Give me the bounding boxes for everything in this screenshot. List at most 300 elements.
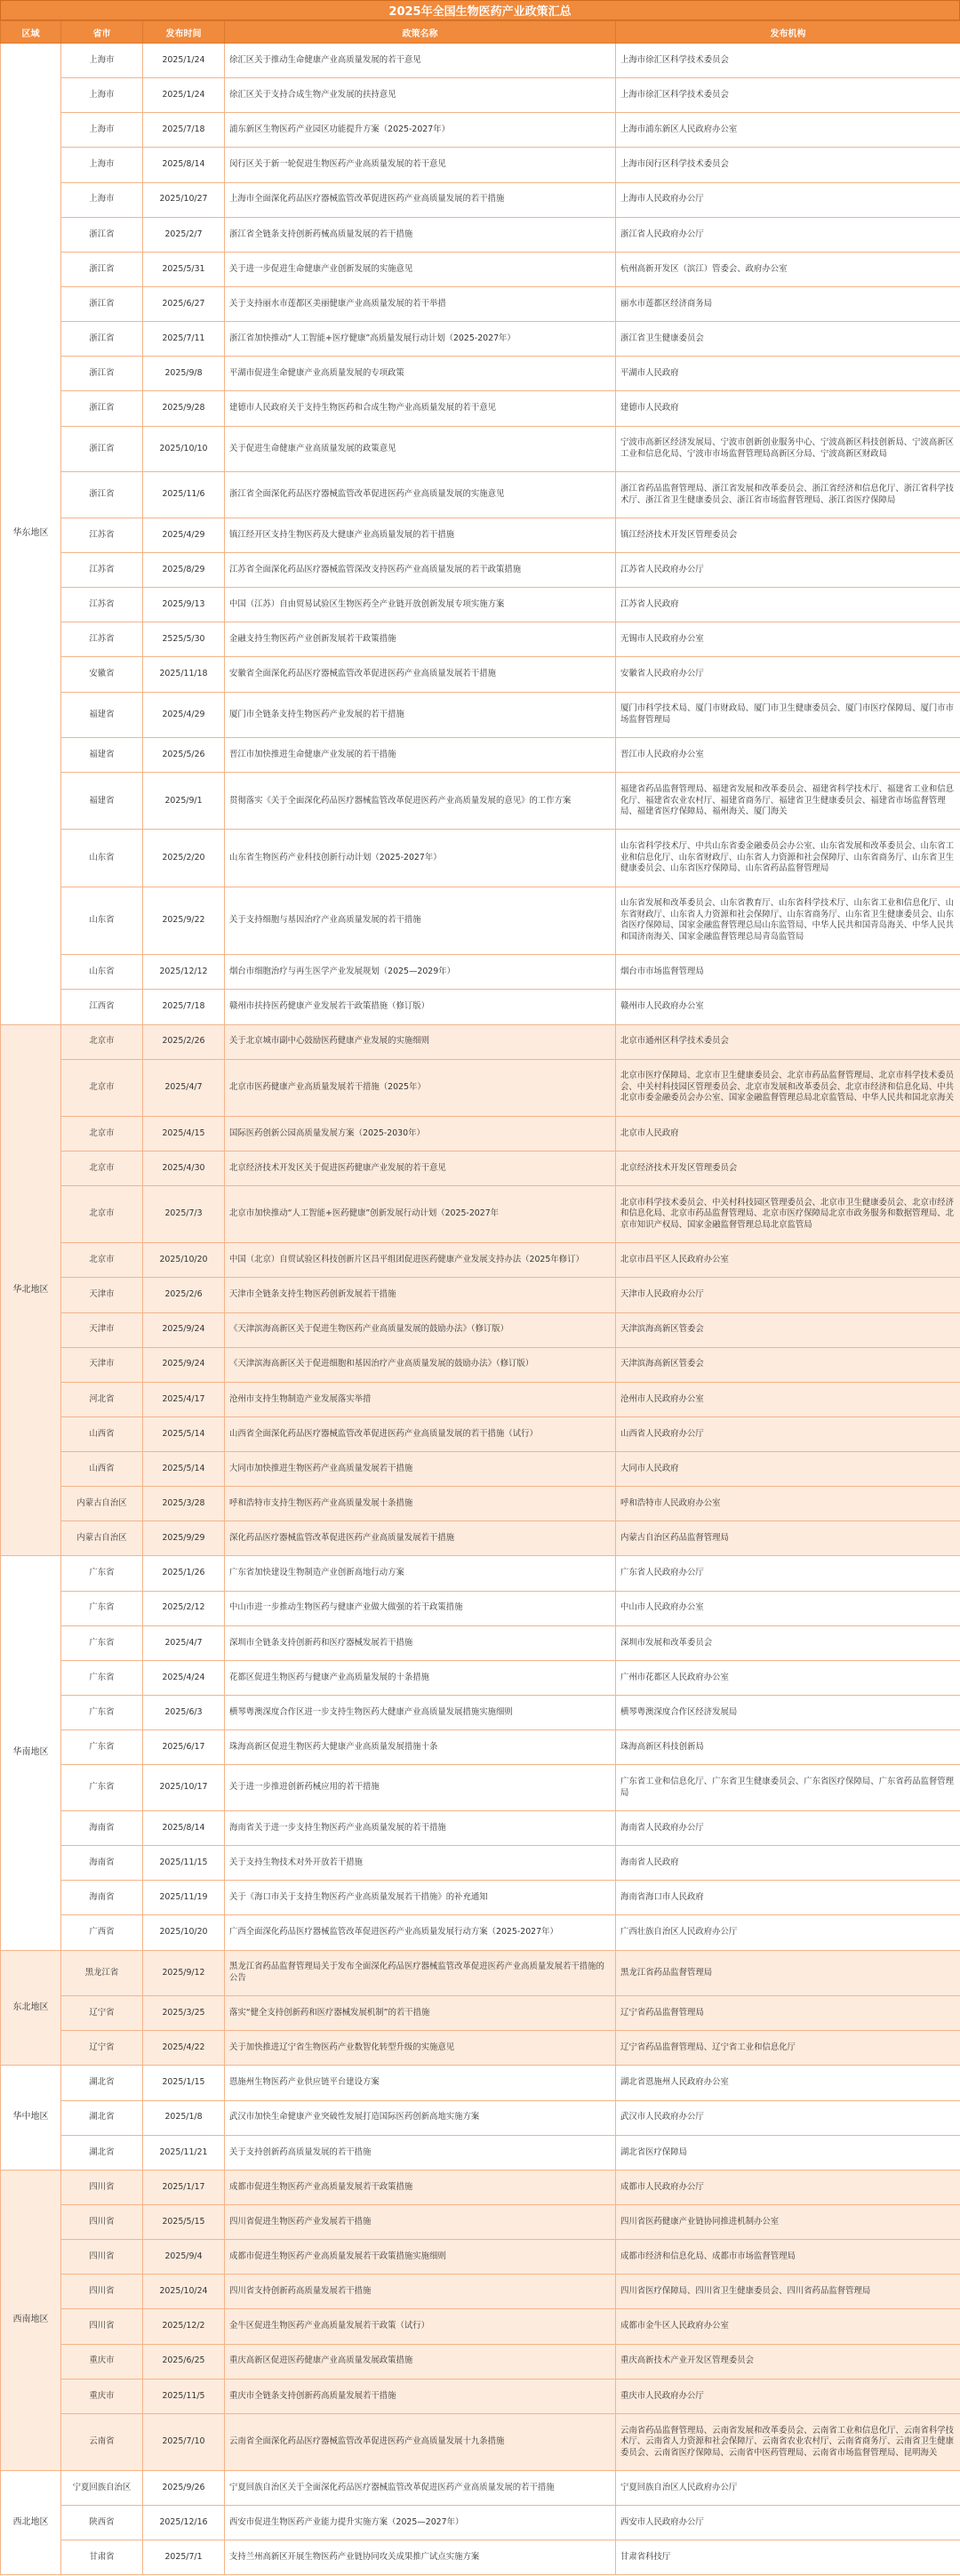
- policy-name-cell: 北京市加快推动“人工智能+医药健康”创新发展行动计划（2025-2027年: [225, 1186, 616, 1243]
- policy-name-cell: 成都市促进生物医药产业高质量发展若干政策措施: [225, 2170, 616, 2204]
- table-row: [1, 738, 960, 773]
- province-cell: 天津市: [61, 1347, 143, 1382]
- date-cell: 2025/6/17: [143, 1730, 225, 1765]
- province-cell: 广东省: [61, 1591, 143, 1625]
- table-row: [1, 773, 960, 830]
- province-cell: 浙江省: [61, 472, 143, 518]
- policy-name-cell: 关于加快推进辽宁省生物医药产业数智化转型升级的实施意见: [225, 2031, 616, 2066]
- agency-cell: 黑龙江省药品监督管理局: [616, 1950, 960, 1996]
- table-row: [1, 1765, 960, 1811]
- province-cell: 内蒙古自治区: [61, 1521, 143, 1556]
- policy-name-cell: 山东省生物医药产业科技创新行动计划（2025-2027年）: [225, 830, 616, 887]
- header-policy-name: 政策名称: [225, 21, 616, 44]
- table-row: [1, 1950, 960, 1996]
- date-cell: 2025/10/24: [143, 2275, 225, 2309]
- province-cell: 浙江省: [61, 357, 143, 391]
- date-cell: 2025/2/26: [143, 1024, 225, 1059]
- date-cell: 2025/1/8: [143, 2100, 225, 2135]
- province-cell: 重庆市: [61, 2344, 143, 2379]
- province-cell: 北京市: [61, 1151, 143, 1185]
- date-cell: 2025/3/25: [143, 1996, 225, 2031]
- table-row: [1, 955, 960, 990]
- agency-cell: 丽水市莲都区经济商务局: [616, 286, 960, 321]
- header-province: 省市: [61, 21, 143, 44]
- province-cell: 广东省: [61, 1625, 143, 1660]
- province-cell: 广东省: [61, 1730, 143, 1765]
- date-cell: 2025/1/24: [143, 44, 225, 78]
- policy-name-cell: 金牛区促进生物医药产业高质量发展若干政策（试行）: [225, 2309, 616, 2344]
- date-cell: 2025/6/25: [143, 2344, 225, 2379]
- agency-cell: 中山市人民政府办公室: [616, 1591, 960, 1625]
- policy-name-cell: 深圳市全链条支持创新药和医疗器械发展若干措施: [225, 1625, 616, 1660]
- province-cell: 湖北省: [61, 2100, 143, 2135]
- agency-cell: 上海市浦东新区人民政府办公室: [616, 113, 960, 148]
- agency-cell: 西安市人民政府办公厅: [616, 2506, 960, 2540]
- table-row: [1, 426, 960, 472]
- agency-cell: 广东省人民政府办公厅: [616, 1556, 960, 1591]
- policy-name-cell: 关于进一步推进创新药械应用的若干措施: [225, 1765, 616, 1811]
- date-cell: 2025/7/3: [143, 1186, 225, 1243]
- policy-name-cell: 徐汇区关于支持合成生物产业发展的扶持意见: [225, 78, 616, 113]
- agency-cell: 北京市通州区科学技术委员会: [616, 1024, 960, 1059]
- table-row: [1, 182, 960, 217]
- policy-name-cell: 关于《海口市关于支持生物医药产业高质量发展若干措施》的补充通知: [225, 1881, 616, 1915]
- province-cell: 上海市: [61, 78, 143, 113]
- date-cell: 2025/4/24: [143, 1660, 225, 1695]
- date-cell: 2025/1/26: [143, 1556, 225, 1591]
- agency-cell: 厦门市科学技术局、厦门市财政局、厦门市卫生健康委员会、厦门市医疗保障局、厦门市市场监督管理局: [616, 692, 960, 738]
- policy-name-cell: 成都市促进生物医药产业高质量发展若干政策措施实施细则: [225, 2240, 616, 2275]
- region-cell: 西北地区: [1, 2471, 61, 2575]
- policy-name-cell: 晋江市加快推进生命健康产业发展的若干措施: [225, 738, 616, 773]
- policy-name-cell: 呼和浩特市支持生物医药产业高质量发展十条措施: [225, 1487, 616, 1521]
- date-cell: 2025/6/27: [143, 286, 225, 321]
- header-region: 区域: [1, 21, 61, 44]
- policy-name-cell: 金融支持生物医药产业创新发展若干政策措施: [225, 622, 616, 657]
- policy-name-cell: 四川省支持创新药高质量发展若干措施: [225, 2275, 616, 2309]
- date-cell: 2025/10/20: [143, 1243, 225, 1278]
- date-cell: 2025/10/10: [143, 426, 225, 472]
- policy-name-cell: 恩施州生物医药产业供应链平台建设方案: [225, 2066, 616, 2100]
- agency-cell: 山东省科学技术厅、中共山东省委金融委员会办公室、山东省发展和改革委员会、山东省工业和信息化厅、山东省财政厅、山东省人力资源和社会保障厅、山东省商务厅、山东省卫生健康委员会、山东省医疗保障局、山东省药品监督管理局: [616, 830, 960, 887]
- table-row: [1, 2540, 960, 2575]
- agency-cell: 平湖市人民政府: [616, 357, 960, 391]
- table-row: [1, 2471, 960, 2506]
- policy-name-cell: 中国（北京）自贸试验区科技创新片区昌平组团促进医药健康产业发展支持办法（2025年修订）: [225, 1243, 616, 1278]
- agency-cell: 辽宁省药品监督管理局: [616, 1996, 960, 2031]
- policy-name-cell: 西安市促进生物医药产业能力提升实施方案（2025—2027年）: [225, 2506, 616, 2540]
- policy-name-cell: 厦门市全链条支持生物医药产业发展的若干措施: [225, 692, 616, 738]
- agency-cell: 上海市人民政府办公厅: [616, 182, 960, 217]
- province-cell: 江苏省: [61, 622, 143, 657]
- province-cell: 山东省: [61, 887, 143, 955]
- policy-name-cell: 珠海高新区促进生物医药大健康产业高质量发展措施十条: [225, 1730, 616, 1765]
- date-cell: 2025/11/18: [143, 657, 225, 692]
- date-cell: 2025/4/29: [143, 518, 225, 552]
- province-cell: 山东省: [61, 830, 143, 887]
- policy-name-cell: 关于支持创新药高质量发展的若干措施: [225, 2135, 616, 2170]
- policy-name-cell: 大同市加快推进生物医药产业高质量发展若干措施: [225, 1452, 616, 1487]
- date-cell: 2025/4/15: [143, 1116, 225, 1151]
- table-row: [1, 1151, 960, 1185]
- policy-name-cell: 山西省全面深化药品医疗器械监管改革促进医药产业高质量发展的若干措施（试行）: [225, 1416, 616, 1451]
- province-cell: 江苏省: [61, 552, 143, 587]
- region-cell: 华中地区: [1, 2066, 61, 2170]
- agency-cell: 浙江省卫生健康委员会: [616, 322, 960, 357]
- policy-name-cell: 江苏省全面深化药品医疗器械监管深改支持医药产业高质量发展的若干政策措施: [225, 552, 616, 587]
- table-row: [1, 2275, 960, 2309]
- date-cell: 2025/5/15: [143, 2205, 225, 2240]
- region-cell: 华南地区: [1, 1556, 61, 1950]
- agency-cell: 甘肃省科技厅: [616, 2540, 960, 2575]
- agency-cell: 江苏省人民政府办公厅: [616, 552, 960, 587]
- table-row: [1, 1243, 960, 1278]
- policy-name-cell: 贯彻落实《关于全面深化药品医疗器械监管改革促进医药产业高质量发展的意见》的工作方案: [225, 773, 616, 830]
- agency-cell: 四川省医药健康产业链协同推进机制办公室: [616, 2205, 960, 2240]
- date-cell: 2025/1/17: [143, 2170, 225, 2204]
- province-cell: 广东省: [61, 1696, 143, 1730]
- date-cell: 2025/9/8: [143, 357, 225, 391]
- date-cell: 2025/7/1: [143, 2540, 225, 2575]
- agency-cell: 江苏省人民政府: [616, 588, 960, 622]
- date-cell: 2025/9/12: [143, 1950, 225, 1996]
- policy-name-cell: 花都区促进生物医药与健康产业高质量发展的十条措施: [225, 1660, 616, 1695]
- province-cell: 海南省: [61, 1810, 143, 1845]
- table-row: [1, 286, 960, 321]
- date-cell: 2025/10/17: [143, 1765, 225, 1811]
- agency-cell: 呼和浩特市人民政府办公室: [616, 1487, 960, 1521]
- region-cell: 东北地区: [1, 1950, 61, 2066]
- policy-name-cell: 关于支持细胞与基因治疗产业高质量发展的若干措施: [225, 887, 616, 955]
- province-cell: 湖北省: [61, 2135, 143, 2170]
- agency-cell: 宁夏回族自治区人民政府办公厅: [616, 2471, 960, 2506]
- table-row: [1, 588, 960, 622]
- table-row: [1, 1556, 960, 1591]
- date-cell: 2025/9/4: [143, 2240, 225, 2275]
- policy-name-cell: 烟台市细胞治疗与再生医学产业发展规划（2025—2029年）: [225, 955, 616, 990]
- date-cell: 2025/9/26: [143, 2471, 225, 2506]
- table-row: [1, 1487, 960, 1521]
- province-cell: 云南省: [61, 2413, 143, 2470]
- policy-name-cell: 沧州市支持生物制造产业发展落实举措: [225, 1382, 616, 1416]
- province-cell: 上海市: [61, 113, 143, 148]
- province-cell: 四川省: [61, 2240, 143, 2275]
- table-row: [1, 217, 960, 252]
- table-row: [1, 2066, 960, 2100]
- province-cell: 浙江省: [61, 322, 143, 357]
- table-row: [1, 148, 960, 182]
- table-row: [1, 1915, 960, 1950]
- policy-name-cell: 广东省加快建设生物制造产业创新高地行动方案: [225, 1556, 616, 1591]
- policy-name-cell: 浦东新区生物医药产业园区功能提升方案（2025-2027年）: [225, 113, 616, 148]
- policy-name-cell: 《天津滨海高新区关于促进细胞和基因治疗产业高质量发展的鼓励办法》（修订版）: [225, 1347, 616, 1382]
- province-cell: 福建省: [61, 773, 143, 830]
- province-cell: 四川省: [61, 2275, 143, 2309]
- policy-table: [0, 20, 960, 2575]
- date-cell: 2025/1/24: [143, 78, 225, 113]
- province-cell: 上海市: [61, 148, 143, 182]
- table-row: [1, 692, 960, 738]
- table-row: [1, 1452, 960, 1487]
- table-row: [1, 1521, 960, 1556]
- agency-cell: 上海市闵行区科学技术委员会: [616, 148, 960, 182]
- table-row: [1, 2240, 960, 2275]
- table-body: [1, 44, 960, 2575]
- province-cell: 安徽省: [61, 657, 143, 692]
- agency-cell: 海南省海口市人民政府: [616, 1881, 960, 1915]
- date-cell: 2025/11/5: [143, 2379, 225, 2413]
- agency-cell: 重庆市人民政府办公厅: [616, 2379, 960, 2413]
- table-row: [1, 1660, 960, 1695]
- agency-cell: 山东省发展和改革委员会、山东省教育厅、山东省科学技术厅、山东省工业和信息化厅、山东省财政厅、山东省人力资源和社会保障厅、山东省商务厅、山东省卫生健康委员会、山东省医疗保障局、国家金融监督管理总局山东监管局、中华人民共和国青岛海关、中华人民共和国济南海关、国家金融监督管理总局青岛监管局: [616, 887, 960, 955]
- agency-cell: 重庆高新技术产业开发区管理委员会: [616, 2344, 960, 2379]
- policy-name-cell: 横琴粤澳深度合作区进一步支持生物医药大健康产业高质量发展措施实施细则: [225, 1696, 616, 1730]
- table-row: [1, 1881, 960, 1915]
- policy-name-cell: 中山市进一步推动生物医药与健康产业做大做强的若干政策措施: [225, 1591, 616, 1625]
- table-row: [1, 1810, 960, 1845]
- agency-cell: 武汉市人民政府办公厅: [616, 2100, 960, 2135]
- province-cell: 江苏省: [61, 588, 143, 622]
- date-cell: 2025/2/12: [143, 1591, 225, 1625]
- header-row: [1, 21, 960, 44]
- agency-cell: 福建省药品监督管理局、福建省发展和改革委员会、福建省科学技术厅、福建省工业和信息化厅、福建省农业农村厅、福建省商务厅、福建省卫生健康委员会、福建省市场监督管理局、福建省医疗保障局、福州海关、厦门海关: [616, 773, 960, 830]
- date-cell: 2025/3/28: [143, 1487, 225, 1521]
- date-cell: 2025/5/14: [143, 1416, 225, 1451]
- date-cell: 2025/9/22: [143, 887, 225, 955]
- table-row: [1, 1625, 960, 1660]
- agency-cell: 烟台市市场监督管理局: [616, 955, 960, 990]
- date-cell: 2025/11/19: [143, 1881, 225, 1915]
- agency-cell: 云南省药品监督管理局、云南省发展和改革委员会、云南省工业和信息化厅、云南省科学技术厅、云南省人力资源和社会保障厅、云南省农业农村厅、云南省商务厅、云南省卫生健康委员会、云南省医疗保障局、云南省中医药管理局、云南省市场监督管理局、昆明海关: [616, 2413, 960, 2470]
- agency-cell: 上海市徐汇区科学技术委员会: [616, 44, 960, 78]
- date-cell: 2025/7/11: [143, 322, 225, 357]
- date-cell: 2025/5/26: [143, 738, 225, 773]
- agency-cell: 广东省工业和信息化厅、广东省卫生健康委员会、广东省医疗保障局、广东省药品监督管理局: [616, 1765, 960, 1811]
- table-row: [1, 1278, 960, 1312]
- policy-name-cell: 关于支持丽水市莲都区美丽健康产业高质量发展的若干举措: [225, 286, 616, 321]
- date-cell: 2025/8/14: [143, 1810, 225, 1845]
- region-cell: 华北地区: [1, 1024, 61, 1556]
- table-row: [1, 44, 960, 78]
- province-cell: 山西省: [61, 1416, 143, 1451]
- policy-name-cell: 宁夏回族自治区关于全面深化药品医疗器械监管改革促进医药产业高质量发展的若干措施: [225, 2471, 616, 2506]
- province-cell: 福建省: [61, 692, 143, 738]
- agency-cell: 海南省人民政府办公厅: [616, 1810, 960, 1845]
- province-cell: 天津市: [61, 1312, 143, 1347]
- agency-cell: 晋江市人民政府办公室: [616, 738, 960, 773]
- date-cell: 2025/11/6: [143, 472, 225, 518]
- date-cell: 2025/11/21: [143, 2135, 225, 2170]
- province-cell: 广东省: [61, 1660, 143, 1695]
- province-cell: 山西省: [61, 1452, 143, 1487]
- date-cell: 2025/12/2: [143, 2309, 225, 2344]
- agency-cell: 广州市花都区人民政府办公室: [616, 1660, 960, 1695]
- date-cell: 2025/4/29: [143, 692, 225, 738]
- table-row: [1, 2309, 960, 2344]
- agency-cell: 内蒙古自治区药品监督管理局: [616, 1521, 960, 1556]
- agency-cell: 广西壮族自治区人民政府办公厅: [616, 1915, 960, 1950]
- province-cell: 北京市: [61, 1024, 143, 1059]
- province-cell: 内蒙古自治区: [61, 1487, 143, 1521]
- province-cell: 陕西省: [61, 2506, 143, 2540]
- table-row: [1, 1730, 960, 1765]
- table-row: [1, 1116, 960, 1151]
- policy-name-cell: 关于北京城市副中心鼓励医药健康产业发展的实施细则: [225, 1024, 616, 1059]
- policy-name-cell: 关于进一步促进生命健康产业创新发展的实施意见: [225, 252, 616, 286]
- date-cell: 2025/8/29: [143, 552, 225, 587]
- date-cell: 2025/4/7: [143, 1059, 225, 1116]
- table-row: [1, 2413, 960, 2470]
- table-row: [1, 1846, 960, 1881]
- table-row: [1, 1312, 960, 1347]
- policy-name-cell: 平湖市促进生命健康产业高质量发展的专项政策: [225, 357, 616, 391]
- date-cell: 2025/5/14: [143, 1452, 225, 1487]
- agency-cell: 镇江经济技术开发区管理委员会: [616, 518, 960, 552]
- date-cell: 2025/9/13: [143, 588, 225, 622]
- policy-name-cell: 天津市全链条支持生物医药创新发展若干措施: [225, 1278, 616, 1312]
- table-row: [1, 2170, 960, 2204]
- table-row: [1, 1591, 960, 1625]
- policy-name-cell: 关于促进生命健康产业高质量发展的政策意见: [225, 426, 616, 472]
- agency-cell: 天津滨海高新区管委会: [616, 1347, 960, 1382]
- agency-cell: 成都市经济和信息化局、成都市市场监督管理局: [616, 2240, 960, 2275]
- sheet-title: 2025年全国生物医药产业政策汇总: [0, 0, 960, 20]
- date-cell: 2025/12/12: [143, 955, 225, 990]
- date-cell: 2025/4/7: [143, 1625, 225, 1660]
- province-cell: 江西省: [61, 990, 143, 1024]
- agency-cell: 山西省人民政府办公厅: [616, 1416, 960, 1451]
- policy-name-cell: 闵行区关于新一轮促进生物医药产业高质量发展的若干意见: [225, 148, 616, 182]
- table-row: [1, 622, 960, 657]
- agency-cell: 北京市昌平区人民政府办公室: [616, 1243, 960, 1278]
- policy-name-cell: 关于支持生物技术对外开放若干措施: [225, 1846, 616, 1881]
- province-cell: 浙江省: [61, 426, 143, 472]
- province-cell: 宁夏回族自治区: [61, 2471, 143, 2506]
- policy-name-cell: 重庆高新区促进医药健康产业高质量发展政策措施: [225, 2344, 616, 2379]
- policy-name-cell: 徐汇区关于推动生命健康产业高质量发展的若干意见: [225, 44, 616, 78]
- agency-cell: 浙江省药品监督管理局、浙江省发展和改革委员会、浙江省经济和信息化厅、浙江省科学技术厅、浙江省卫生健康委员会、浙江省市场监督管理局、浙江省医疗保障局: [616, 472, 960, 518]
- province-cell: 广东省: [61, 1556, 143, 1591]
- header-agency: 发布机构: [616, 21, 960, 44]
- date-cell: 2025/4/22: [143, 2031, 225, 2066]
- policy-name-cell: 上海市全面深化药品医疗器械监管改革促进医药产业高质量发展的若干措施: [225, 182, 616, 217]
- province-cell: 浙江省: [61, 252, 143, 286]
- province-cell: 江苏省: [61, 518, 143, 552]
- policy-name-cell: 建德市人民政府关于支持生物医药和合成生物产业高质量发展的若干意见: [225, 391, 616, 426]
- policy-name-cell: 浙江省全链条支持创新药械高质量发展的若干措施: [225, 217, 616, 252]
- policy-name-cell: 重庆市全链条支持创新药高质量发展若干措施: [225, 2379, 616, 2413]
- province-cell: 上海市: [61, 182, 143, 217]
- province-cell: 河北省: [61, 1382, 143, 1416]
- policy-name-cell: 《天津滨海高新区关于促进生物医药产业高质量发展的鼓励办法》（修订版）: [225, 1312, 616, 1347]
- table-row: [1, 990, 960, 1024]
- agency-cell: 珠海高新区科技创新局: [616, 1730, 960, 1765]
- province-cell: 湖北省: [61, 2066, 143, 2100]
- province-cell: 海南省: [61, 1846, 143, 1881]
- agency-cell: 成都市金牛区人民政府办公室: [616, 2309, 960, 2344]
- table-row: [1, 1996, 960, 2031]
- agency-cell: 宁波市高新区经济发展局、宁波市创新创业服务中心、宁波高新区科技创新局、宁波高新区工业和信息化局、宁波市市场监督管理局高新区分局、宁波高新区财政局: [616, 426, 960, 472]
- province-cell: 福建省: [61, 738, 143, 773]
- province-cell: 天津市: [61, 1278, 143, 1312]
- policy-name-cell: 镇江经开区支持生物医药及大健康产业高质量发展的若干措施: [225, 518, 616, 552]
- date-cell: 2025/12/16: [143, 2506, 225, 2540]
- province-cell: 浙江省: [61, 391, 143, 426]
- agency-cell: 四川省医疗保障局、四川省卫生健康委员会、四川省药品监督管理局: [616, 2275, 960, 2309]
- policy-name-cell: 北京市医药健康产业高质量发展若干措施（2025年）: [225, 1059, 616, 1116]
- table-row: [1, 2344, 960, 2379]
- table-row: [1, 2205, 960, 2240]
- policy-name-cell: 四川省促进生物医药产业发展若干措施: [225, 2205, 616, 2240]
- date-cell: 2025/10/27: [143, 182, 225, 217]
- province-cell: 广东省: [61, 1765, 143, 1811]
- table-row: [1, 472, 960, 518]
- table-row: [1, 2135, 960, 2170]
- agency-cell: 辽宁省药品监督管理局、辽宁省工业和信息化厅: [616, 2031, 960, 2066]
- date-cell: 2025/9/28: [143, 391, 225, 426]
- date-cell: 2025/9/29: [143, 1521, 225, 1556]
- date-cell: 2025/9/1: [143, 773, 225, 830]
- agency-cell: 北京市科学技术委员会、中关村科技园区管理委员会、北京市卫生健康委员会、北京市经济和信息化局、北京市药品监督管理局、北京市医疗保障局北京市政务服务和数据管理局、北京市知识产权局、国家金融监督管理总局北京监管局: [616, 1186, 960, 1243]
- date-cell: 2025/2/20: [143, 830, 225, 887]
- policy-name-cell: 国际医药创新公园高质量发展方案（2025-2030年）: [225, 1116, 616, 1151]
- province-cell: 浙江省: [61, 286, 143, 321]
- agency-cell: 建德市人民政府: [616, 391, 960, 426]
- table-row: [1, 1347, 960, 1382]
- date-cell: 2025/11/15: [143, 1846, 225, 1881]
- table-row: [1, 887, 960, 955]
- policy-name-cell: 云南省全面深化药品医疗器械监管改革促进医药产业高质量发展十九条措施: [225, 2413, 616, 2470]
- agency-cell: 杭州高新开发区（滨江）管委会、政府办公室: [616, 252, 960, 286]
- table-row: [1, 1416, 960, 1451]
- province-cell: 北京市: [61, 1059, 143, 1116]
- province-cell: 辽宁省: [61, 2031, 143, 2066]
- province-cell: 四川省: [61, 2170, 143, 2204]
- agency-cell: 上海市徐汇区科学技术委员会: [616, 78, 960, 113]
- date-cell: 2025/1/15: [143, 2066, 225, 2100]
- agency-cell: 成都市人民政府办公厅: [616, 2170, 960, 2204]
- date-cell: 2025/9/24: [143, 1347, 225, 1382]
- policy-name-cell: 浙江省全面深化药品医疗器械监管改革促进医药产业高质量发展的实施意见: [225, 472, 616, 518]
- date-cell: 2525/5/30: [143, 622, 225, 657]
- date-cell: 2025/2/7: [143, 217, 225, 252]
- table-row: [1, 552, 960, 587]
- province-cell: 辽宁省: [61, 1996, 143, 2031]
- province-cell: 重庆市: [61, 2379, 143, 2413]
- table-row: [1, 78, 960, 113]
- table-row: [1, 113, 960, 148]
- policy-name-cell: 海南省关于进一步支持生物医药产业高质量发展的若干措施: [225, 1810, 616, 1845]
- province-cell: 黑龙江省: [61, 1950, 143, 1996]
- policy-name-cell: 落实“健全支持创新药和医疗器械发展机制”的若干措施: [225, 1996, 616, 2031]
- agency-cell: 大同市人民政府: [616, 1452, 960, 1487]
- agency-cell: 湖北省医疗保障局: [616, 2135, 960, 2170]
- agency-cell: 湖北省恩施州人民政府办公室: [616, 2066, 960, 2100]
- date-cell: 2025/4/17: [143, 1382, 225, 1416]
- table-row: [1, 1059, 960, 1116]
- table-row: [1, 830, 960, 887]
- date-cell: 2025/7/18: [143, 990, 225, 1024]
- date-cell: 2025/4/30: [143, 1151, 225, 1185]
- agency-cell: 横琴粤澳深度合作区经济发展局: [616, 1696, 960, 1730]
- table-row: [1, 2031, 960, 2066]
- agency-cell: 天津滨海高新区管委会: [616, 1312, 960, 1347]
- table-row: [1, 391, 960, 426]
- policy-name-cell: 武汉市加快生命健康产业突破性发展打造国际医药创新高地实施方案: [225, 2100, 616, 2135]
- agency-cell: 深圳市发展和改革委员会: [616, 1625, 960, 1660]
- date-cell: 2025/7/18: [143, 113, 225, 148]
- table-row: [1, 1186, 960, 1243]
